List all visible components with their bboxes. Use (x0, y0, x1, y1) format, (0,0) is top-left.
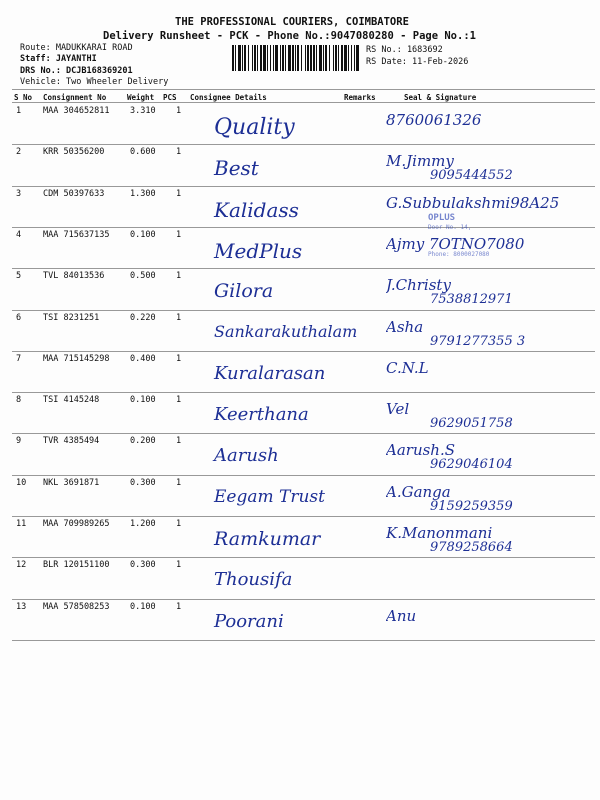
barcode-bar (257, 45, 258, 71)
barcode-bar (280, 45, 281, 71)
row-signature: Aarush.S (386, 441, 456, 460)
row-consignment-no: MAA 715145298 (43, 353, 110, 364)
row-weight: 0.100 (130, 395, 156, 406)
barcode-bar (329, 45, 330, 71)
row-consignee-name: Best (214, 156, 259, 181)
row-divider (12, 144, 595, 145)
barcode-bar (248, 45, 249, 71)
row-consignee-name: MedPlus (214, 238, 303, 263)
row-consignee-name: Keerthana (214, 404, 309, 426)
row-consignee-name: Thousifa (214, 569, 293, 591)
row-pcs: 1 (176, 477, 182, 488)
barcode-bar (263, 45, 266, 71)
row-signature: Ajmy 7OTNO7080 (386, 234, 525, 253)
row-weight: 3.310 (130, 106, 156, 116)
barcode-bar (319, 45, 322, 71)
col-consignee: Consignee Details (190, 93, 267, 102)
row-divider (12, 640, 595, 641)
header-top-rule (12, 89, 595, 90)
row-sno: 6 (16, 312, 22, 323)
row-consignment-no: TVR 4385494 (43, 436, 100, 447)
barcode-bar (260, 45, 262, 71)
row-pcs: 1 (176, 353, 182, 364)
barcode-bar (288, 45, 291, 71)
barcode-bar (344, 45, 347, 71)
row-divider (12, 475, 595, 476)
row-consignment-no: MAA 304652811 (43, 106, 110, 116)
row-pcs: 1 (176, 395, 182, 406)
row-consignment-no: MAA 709989265 (43, 519, 110, 529)
row-pcs: 1 (176, 188, 182, 199)
barcode-bar (244, 45, 246, 71)
barcode-bar (238, 45, 241, 71)
row-weight: 0.100 (130, 601, 156, 612)
row-pcs: 1 (176, 560, 182, 571)
row-sno: 8 (16, 395, 22, 406)
row-divider (12, 516, 595, 517)
barcode-bar (292, 45, 294, 71)
row-consignment-no: TVL 84013536 (43, 271, 105, 282)
row-pcs: 1 (176, 271, 182, 282)
row-signature: Vel (386, 400, 410, 419)
row-consignee-name: Kuralarasan (214, 362, 326, 384)
row-consignment-no: NKL 3691871 (43, 477, 100, 488)
row-weight: 0.300 (130, 477, 156, 488)
barcode-bar (335, 45, 337, 71)
row-signature-phone: 9159259359 (430, 498, 513, 514)
barcode-bar (270, 45, 271, 71)
barcode-bar (356, 45, 359, 71)
row-consignee-name: Eegam Trust (214, 486, 325, 507)
row-sno: 11 (16, 519, 27, 529)
shop-stamp (428, 214, 578, 282)
row-sno: 1 (16, 106, 22, 116)
row-weight: 1.300 (130, 188, 156, 199)
row-consignment-no: MAA 578508253 (43, 601, 110, 612)
row-pcs: 1 (176, 229, 182, 240)
barcode-bar (348, 45, 349, 71)
barcode-bar (282, 45, 284, 71)
row-pcs: 1 (176, 147, 182, 158)
barcode-bar (267, 45, 268, 71)
row-divider (12, 433, 595, 434)
row-consignee-name: Sankarakuthalam (214, 321, 358, 341)
row-consignee-name: Poorani (214, 610, 284, 632)
row-consignee-name: Aarush (214, 445, 279, 467)
row-sno: 7 (16, 353, 22, 364)
row-signature: C.N.L (386, 358, 429, 377)
row-consignment-no: TSI 4145248 (43, 395, 100, 406)
row-pcs: 1 (176, 436, 182, 447)
barcode-bar (351, 45, 352, 71)
row-sno: 9 (16, 436, 22, 447)
row-consignee-name: Ramkumar (214, 528, 321, 550)
row-pcs: 1 (176, 601, 182, 612)
barcode-bar (232, 45, 234, 71)
row-signature-phone: 7538812971 (430, 292, 513, 308)
col-seal: Seal & Signature (404, 93, 477, 102)
row-consignee-name: Gilora (214, 280, 274, 303)
drs-number: DRS No.: DCJB168369201 (20, 66, 133, 76)
barcode-bar (295, 45, 296, 71)
row-weight: 0.400 (130, 353, 156, 364)
barcode-bar (310, 45, 312, 71)
row-signature-phone: 9629051758 (430, 416, 513, 432)
row-divider (12, 351, 595, 352)
row-signature: 8760061326 (386, 111, 482, 129)
row-consignment-no: TSI 8231251 (43, 312, 100, 323)
barcode-bar (323, 45, 324, 71)
row-sno: 10 (16, 477, 27, 488)
stamp-line: Door No. 14, (428, 224, 472, 231)
row-divider (12, 557, 595, 558)
row-signature: A.Ganga (386, 482, 451, 501)
barcode-bar (273, 45, 274, 71)
row-divider (12, 599, 595, 600)
barcode-bar (338, 45, 339, 71)
barcode-bar (242, 45, 243, 71)
row-weight: 0.100 (130, 229, 156, 240)
row-divider (12, 310, 595, 311)
row-signature: M.Jimmy (386, 152, 454, 171)
row-pcs: 1 (176, 312, 182, 323)
row-consignment-no: KRR 50356200 (43, 147, 105, 158)
barcode (232, 45, 360, 71)
barcode-bar (275, 45, 278, 71)
row-sno: 2 (16, 147, 22, 158)
barcode-bar (235, 45, 236, 71)
row-weight: 0.300 (130, 560, 156, 571)
row-divider (12, 186, 595, 187)
row-consignee-name: Quality (214, 115, 295, 140)
stamp-line: Phone: 8000027080 (428, 251, 490, 258)
barcode-bar (285, 45, 286, 71)
row-sno: 3 (16, 188, 22, 199)
stamp-line: OPLUS (428, 213, 456, 223)
row-sno: 4 (16, 229, 22, 240)
row-signature: G.Subbulakshmi98A25 (386, 193, 560, 212)
row-signature: J.Christy (386, 276, 451, 295)
row-consignment-no: MAA 715637135 (43, 229, 110, 240)
barcode-bar (297, 45, 299, 71)
row-weight: 0.600 (130, 147, 156, 158)
runsheet-subtitle: Delivery Runsheet - PCK - Phone No.:9047080280 - Page No.:1 (103, 30, 476, 42)
row-consignment-no: CDM 50397633 (43, 188, 105, 199)
row-signature: Anu (386, 606, 417, 625)
company-title: THE PROFESSIONAL COURIERS, COIMBATORE (175, 16, 409, 28)
barcode-bar (252, 45, 253, 71)
row-pcs: 1 (176, 519, 182, 529)
row-sno: 13 (16, 601, 27, 612)
row-signature: K.Manonmani (386, 524, 493, 542)
row-weight: 0.220 (130, 312, 156, 323)
barcode-bar (307, 45, 309, 71)
row-weight: 0.500 (130, 271, 156, 282)
col-consignment: Consignment No (43, 93, 107, 102)
barcode-bar (341, 45, 343, 71)
col-sno: S No (14, 93, 33, 102)
row-pcs: 1 (176, 106, 182, 116)
row-signature: Asha (386, 317, 424, 336)
row-signature-phone: 9789258664 (430, 540, 513, 555)
barcode-bar (316, 45, 317, 71)
row-weight: 0.200 (130, 436, 156, 447)
route-label: Route: MADUKKARAI ROAD (20, 43, 133, 53)
header-bottom-rule (12, 102, 595, 103)
rs-date: RS Date: 11-Feb-2026 (366, 57, 469, 67)
row-consignment-no: BLR 120151100 (43, 560, 110, 571)
row-sno: 12 (16, 560, 27, 571)
barcode-bar (354, 45, 355, 71)
col-pcs: PCS (163, 93, 177, 102)
row-sno: 5 (16, 271, 22, 282)
row-divider (12, 392, 595, 393)
barcode-bar (333, 45, 334, 71)
barcode-bar (313, 45, 315, 71)
staff-label: Staff: JAYANTHI (20, 54, 97, 64)
row-signature-phone: 9095444552 (430, 168, 513, 184)
barcode-bar (254, 45, 256, 71)
row-weight: 1.200 (130, 519, 156, 529)
barcode-bar (305, 45, 306, 71)
row-signature-phone: 9629046104 (430, 457, 513, 473)
barcode-bar (325, 45, 327, 71)
rs-number: RS No.: 1683692 (366, 45, 443, 55)
row-consignee-name: Kalidass (214, 197, 299, 222)
vehicle-label: Vehicle: Two Wheeler Delivery (20, 77, 169, 87)
row-signature-phone: 9791277355 3 (430, 333, 526, 349)
col-weight: Weight (127, 93, 155, 102)
barcode-bar (301, 45, 302, 71)
col-remarks: Remarks (344, 93, 376, 102)
